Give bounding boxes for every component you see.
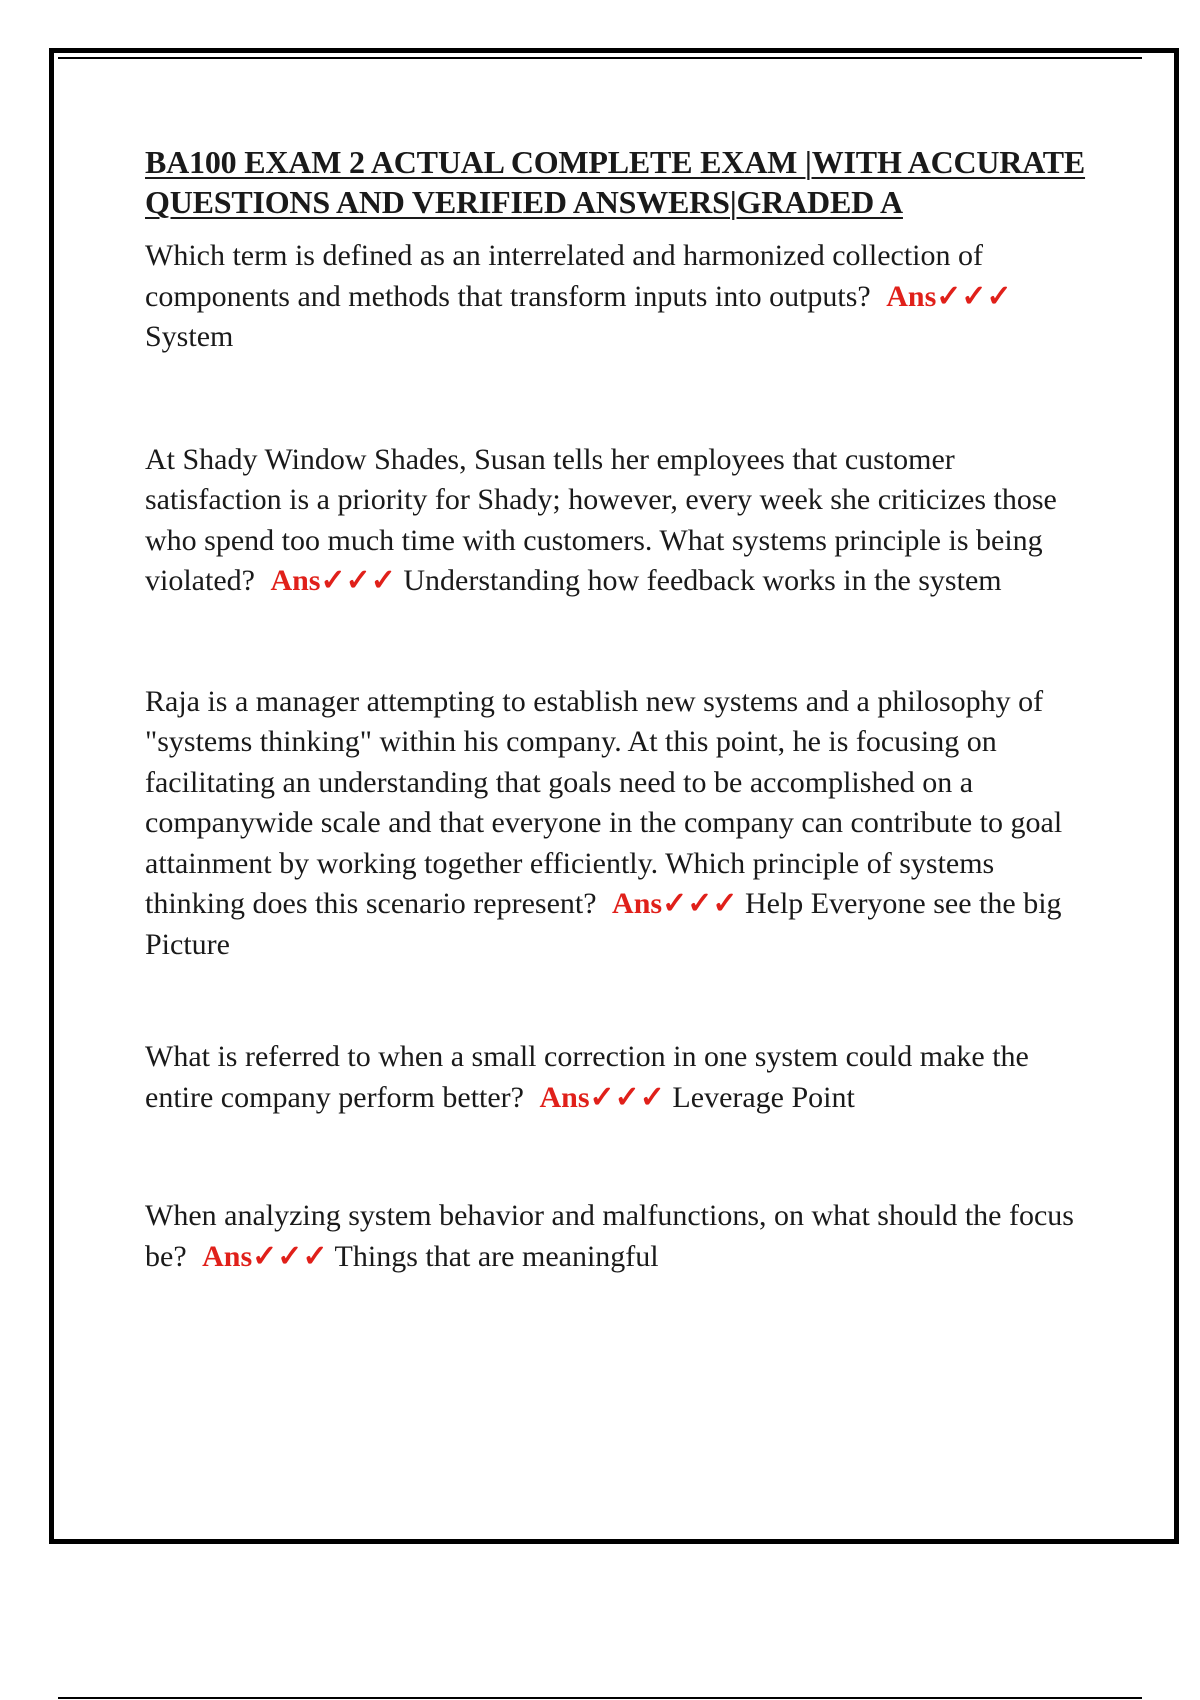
qa-item-4	[145, 1037, 1090, 1118]
top-rule	[58, 57, 1142, 59]
qa-item-3	[145, 682, 1090, 966]
answer-text: Things that are meaningful	[334, 1239, 659, 1273]
qa-item-5	[145, 1196, 1090, 1277]
bottom-rule	[58, 1697, 1142, 1699]
document-title: BA100 EXAM 2 ACTUAL COMPLETE EXAM |WITH ACCURATE QUESTIONS AND VERIFIED ANSWERS|GRADED A	[145, 144, 1086, 220]
answer-marker: Ans✓✓✓	[886, 279, 1012, 313]
question-text: When analyzing system behavior and malfunctions, on what should the focus be?	[145, 1199, 1074, 1273]
answer-marker: Ans✓✓✓	[612, 887, 738, 920]
answer-text: System	[145, 320, 234, 353]
answer-marker: Ans✓✓✓	[202, 1239, 328, 1273]
question-text: Which term is defined as an interrelated and harmonized collection of components and methods that transform inputs into outputs?	[145, 239, 983, 313]
question-text: At Shady Window Shades, Susan tells her employees that customer satisfaction is a priority for Shady; however, every week she criticizes those who spend too much time with customers. What systems principle is being violated?	[145, 442, 1057, 597]
document-body	[145, 142, 1090, 1357]
answer-text: Help Everyone see the big Picture	[145, 887, 1062, 961]
answer-marker: Ans✓✓✓	[270, 564, 396, 597]
question-text: Raja is a manager attempting to establish new systems and a philosophy of "systems thinking" within his company. At this point, he is focusing on facilitating an understanding that goals need to be accomplished on a companywide scale and that everyone in the company can contribute to goal attainment by working together efficiently. Which principle of systems thinking does this scenario represent?	[145, 684, 1063, 920]
answer-text: Leverage Point	[672, 1080, 855, 1114]
answer-text: Understanding how feedback works in the system	[403, 564, 1002, 597]
question-text: What is referred to when a small correction in one system could make the entire company perform better?	[145, 1040, 1029, 1114]
qa-item-1	[145, 236, 1090, 358]
answer-marker: Ans✓✓✓	[539, 1080, 665, 1114]
qa-item-2	[145, 440, 1090, 602]
